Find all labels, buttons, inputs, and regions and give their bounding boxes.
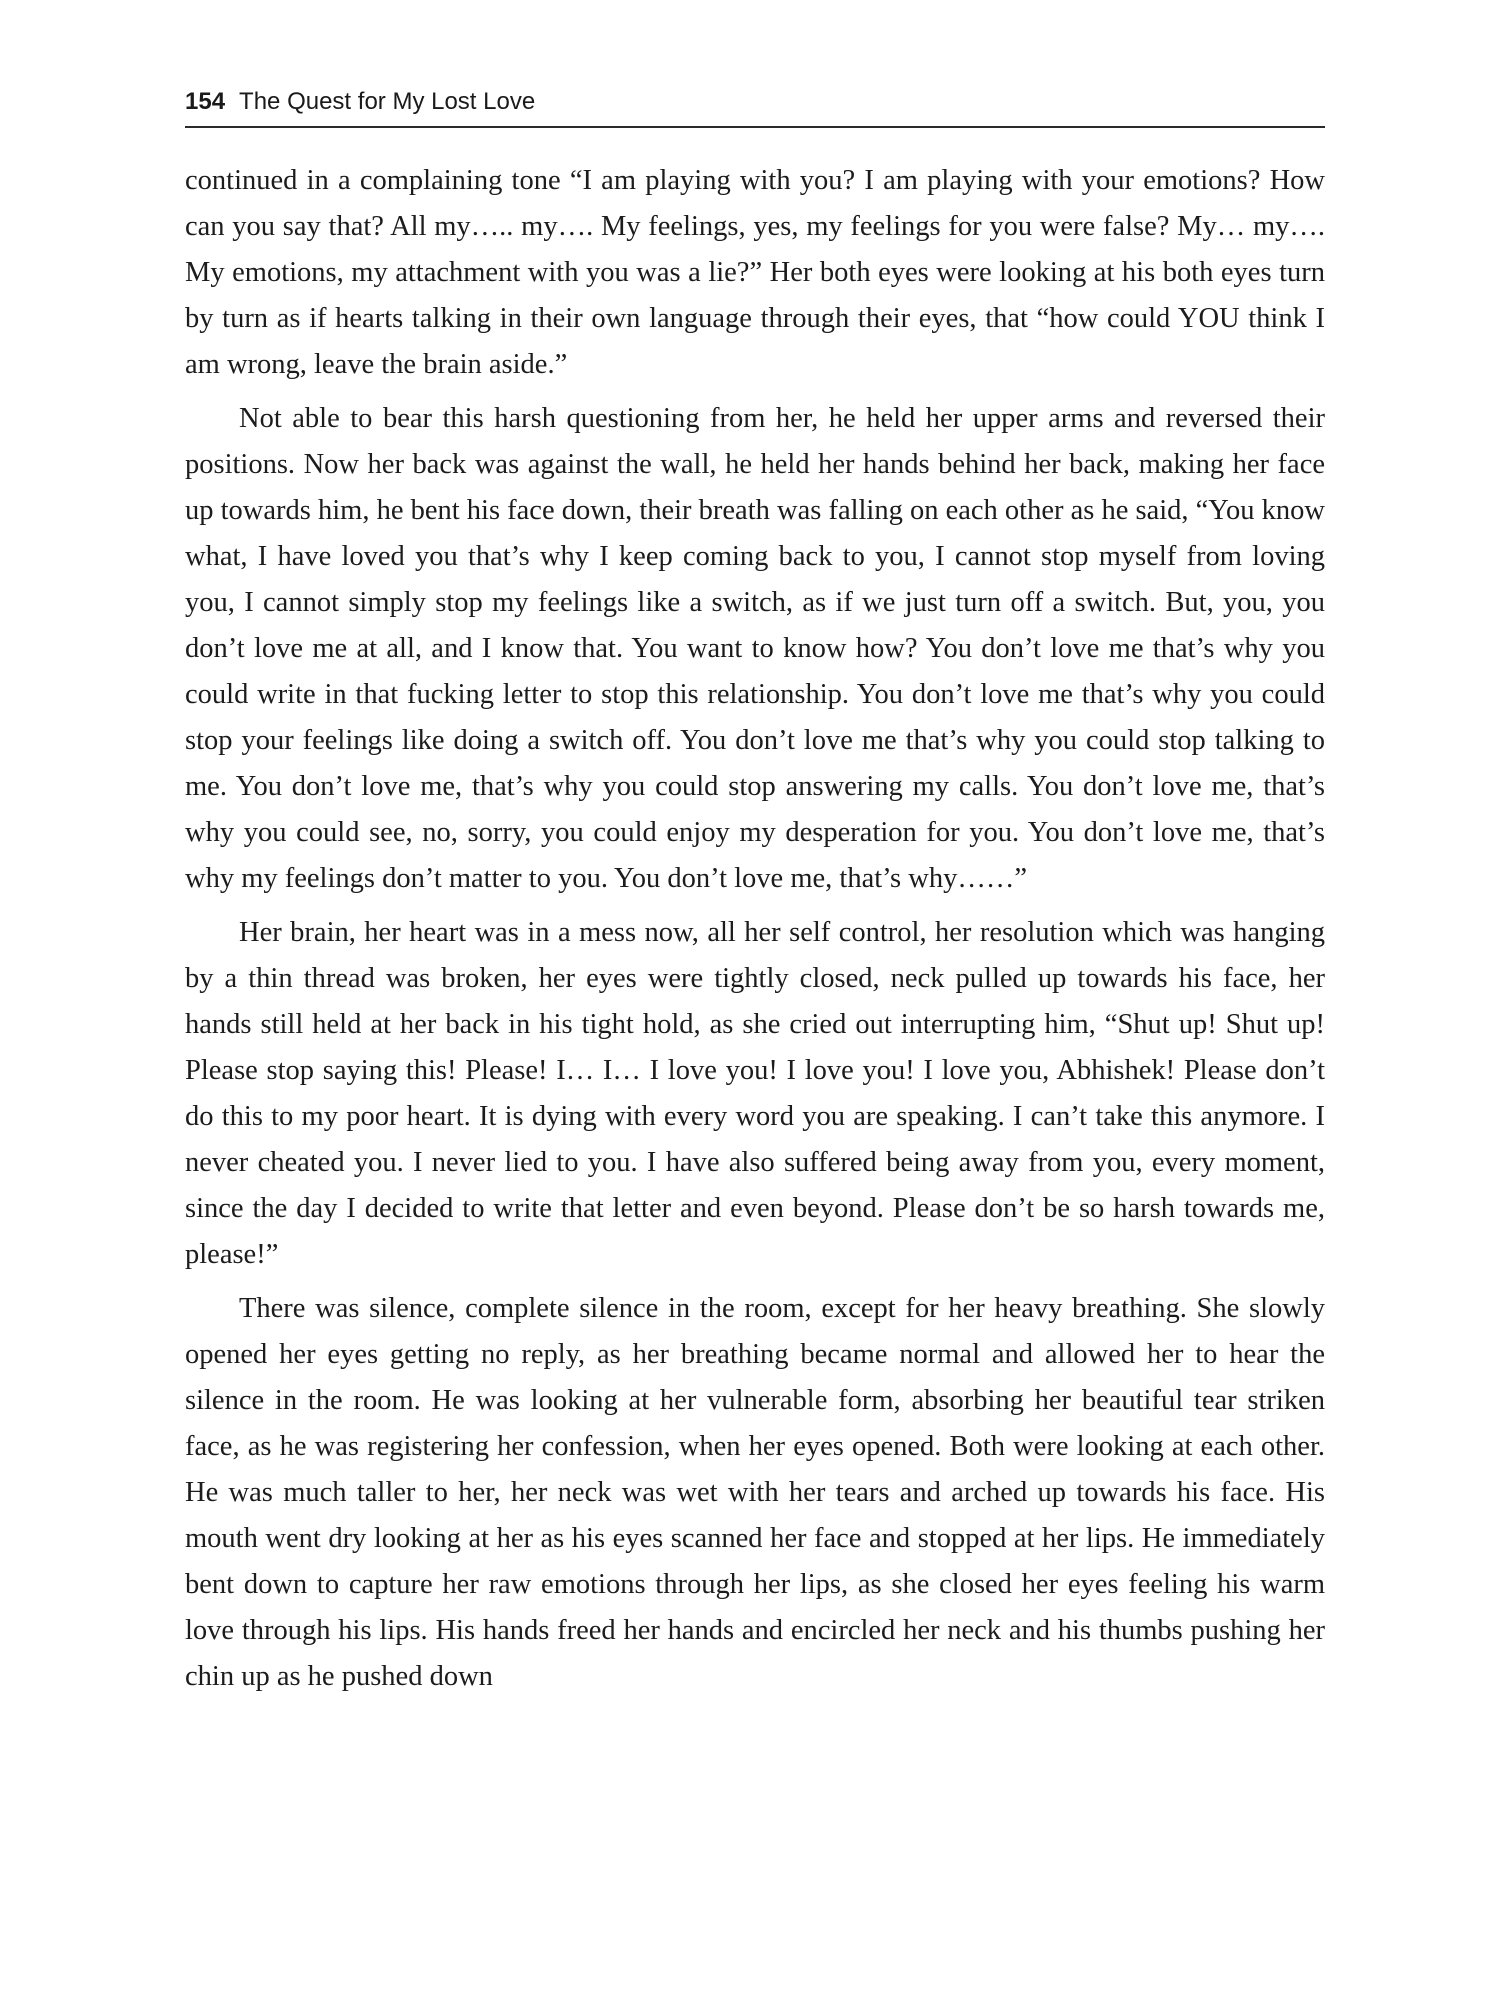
running-header: [185, 86, 1325, 128]
paragraph: Not able to bear this harsh questioning from her, he held her upper arms and reversed their positions. Now her back was against the wall, he held her hands behind her back, making her face up towards him, he bent his face down, their breath was falling on each other as he said, “You know what, I have loved you that’s why I keep coming back to you, I cannot stop myself from loving you, I cannot simply stop my feelings like a switch, as if we just turn off a switch. But, you, you don’t love me at all, and I know that. You want to know how? You don’t love me that’s why you could write in that fucking letter to stop this relationship. You don’t love me that’s why you could stop your feelings like doing a switch off. You don’t love me that’s why you could stop talking to me. You don’t love me, that’s why you could stop answering my calls. You don’t love me, that’s why you could see, no, sorry, you could enjoy my desperation for you. You don’t love me, that’s why my feelings don’t matter to you. You don’t love me, that’s why……”: [185, 403, 1325, 894]
page-body: [185, 158, 1325, 1708]
paragraph: Her brain, her heart was in a mess now, all her self control, her resolution which was hanging by a thin thread was broken, her eyes were tightly closed, neck pulled up towards his face, her hands still held at her back in his tight hold, as she cried out interrupting him, “Shut up! Shut up! Please stop saying this! Please! I… I… I love you! I love you! I love you, Abhishek! Please don’t do this to my poor heart. It is dying with every word you are speaking. I can’t take this anymore. I never cheated you. I never lied to you. I have also suffered being away from you, every moment, since the day I decided to write that letter and even beyond. Please don’t be so harsh towards me, please!”: [185, 917, 1325, 1270]
paragraph: There was silence, complete silence in the room, except for her heavy breathing. She slowly opened her eyes getting no reply, as her breathing became normal and allowed her to hear the silence in the room. He was looking at her vulnerable form, absorbing her beautiful tear striken face, as he was registering her confession, when her eyes opened. Both were looking at each other. He was much taller to her, her neck was wet with her tears and arched up towards his face. His mouth went dry looking at her as his eyes scanned her face and stopped at her lips. He immediately bent down to capture her raw emotions through her lips, as she closed her eyes feeling his warm love through his lips. His hands freed her hands and encircled her neck and his thumbs pushing her chin up as he pushed down: [185, 1293, 1325, 1692]
book-title: The Quest for My Lost Love: [239, 88, 536, 115]
paragraph-continued: continued in a complaining tone “I am playing with you? I am playing with your emotions? How can you say that? All my….. my…. My feelings, yes, my feelings for you were false? My… my…. My emotions, my attachment with you was a lie?” Her both eyes were looking at his both eyes turn by turn as if hearts talking in their own language through their eyes, that “how could YOU think I am wrong, leave the brain aside.”: [185, 165, 1325, 380]
page-number: 154: [185, 88, 226, 115]
